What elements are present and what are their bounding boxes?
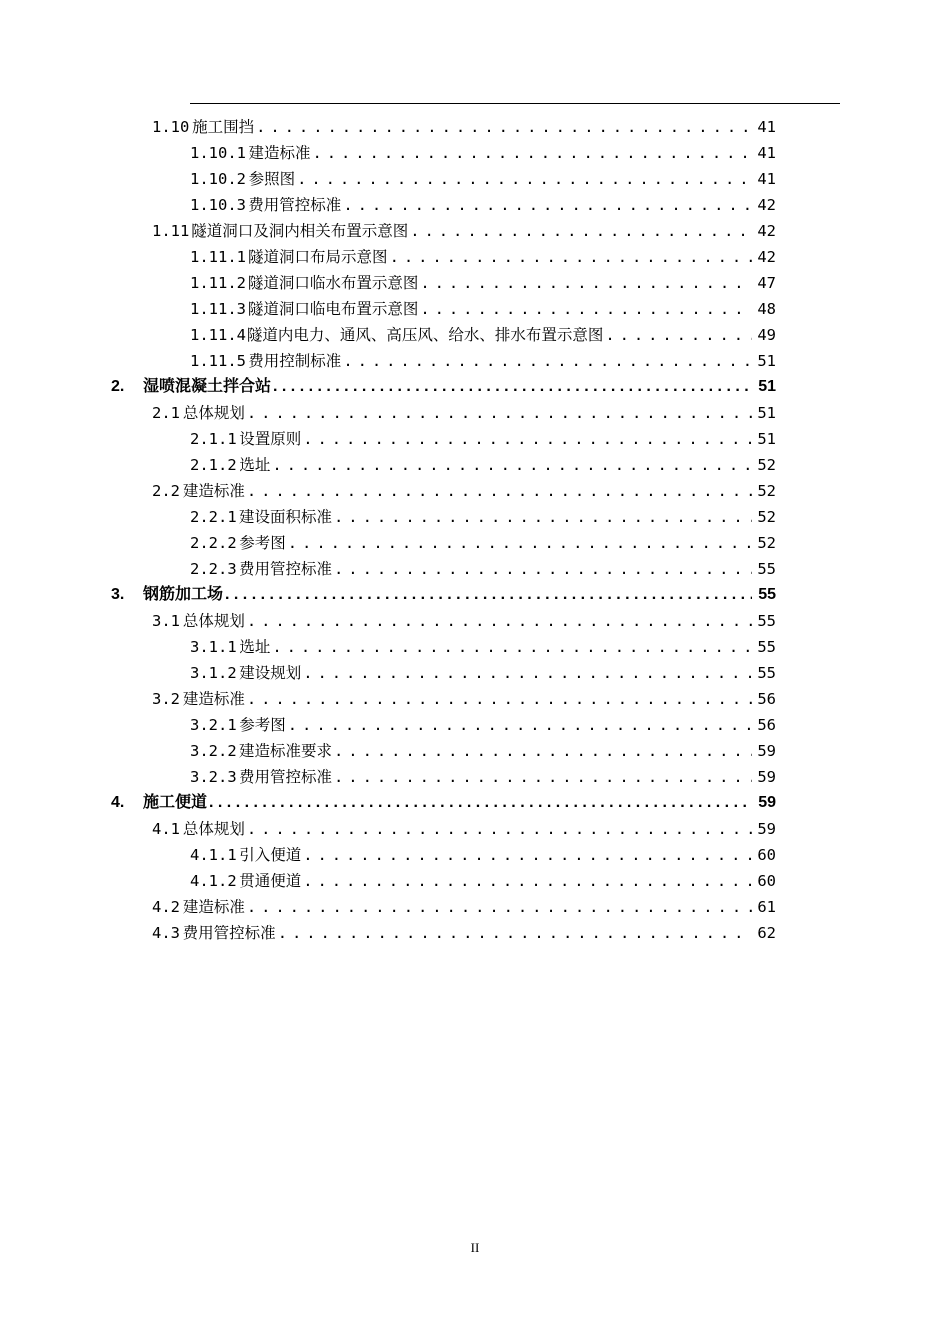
toc-dot-leader: [288, 712, 752, 738]
toc-dot-leader: [343, 192, 752, 218]
toc-dot-leader: [278, 920, 752, 946]
toc-entry[interactable]: [190, 166, 776, 192]
toc-entry-title: 建设面积标准: [239, 508, 333, 526]
page-number: II: [470, 1240, 480, 1255]
toc-entry[interactable]: [190, 842, 776, 868]
toc-entry-title: 总体规划: [182, 612, 245, 630]
toc-dot-leader: [247, 478, 752, 504]
toc-entry[interactable]: [190, 296, 776, 322]
toc-entry[interactable]: [190, 530, 776, 556]
toc-entry-page: 55: [757, 560, 776, 578]
toc-dot-leader: [605, 322, 752, 348]
toc-entry[interactable]: [190, 348, 776, 374]
toc-entry-page: 48: [757, 300, 776, 318]
toc-entry-page: 56: [757, 716, 776, 734]
toc-entry-title: 建造标准: [182, 898, 245, 916]
toc-entry-page: 60: [757, 846, 776, 864]
toc-entry[interactable]: [152, 114, 776, 140]
toc-entry-page: 59: [757, 820, 776, 838]
toc-dot-leader: [390, 244, 752, 270]
toc-entry-number: 2.2: [152, 482, 180, 500]
toc-entry-number: 3.2.3: [190, 768, 237, 786]
toc-entry-title: 隧道洞口临电布置示意图: [247, 300, 419, 318]
toc-dot-leader: [247, 400, 752, 426]
toc-entry-page: 49: [757, 326, 776, 344]
toc-dot-leader: [247, 686, 752, 712]
toc-entry-number: 2.2.2: [190, 534, 237, 552]
toc-entry-title: 隧道洞口布局示意图: [248, 248, 388, 266]
toc-entry[interactable]: [190, 192, 776, 218]
toc-dot-leader: [303, 868, 752, 894]
toc-entry[interactable]: [111, 374, 776, 400]
toc-entry-number: 1.11: [152, 222, 190, 240]
toc-entry-page: 51: [757, 404, 776, 422]
toc-entry[interactable]: [190, 504, 776, 530]
toc-dot-leader: [297, 166, 752, 192]
toc-entry-title: 钢筋加工场: [143, 586, 224, 603]
toc-entry-title: 费用管控标准: [239, 768, 333, 786]
toc-entry-title: 参考图: [239, 716, 286, 734]
toc-entry[interactable]: [190, 452, 776, 478]
toc-entry[interactable]: [152, 686, 776, 712]
toc-entry-title: 隧道内电力、通风、高压风、给水、排水布置示意图: [246, 326, 604, 344]
toc-dot-leader: [334, 556, 752, 582]
toc-entry-number: 3.2.1: [190, 716, 237, 734]
toc-entry[interactable]: [190, 660, 776, 686]
toc-dot-leader: [420, 270, 752, 296]
toc-entry-number: 3.1: [152, 612, 180, 630]
toc-entry[interactable]: [111, 790, 776, 816]
toc-entry[interactable]: [152, 920, 776, 946]
toc-entry-page: 42: [757, 222, 776, 240]
toc-entry-title: 建造标准要求: [239, 742, 333, 760]
toc-entry[interactable]: [190, 244, 776, 270]
toc-entry-title: 引入便道: [239, 846, 302, 864]
toc-entry-number: 1.11.4: [190, 326, 246, 344]
toc-dot-leader: [272, 452, 752, 478]
toc-dot-leader: [247, 894, 752, 920]
toc-entry-page: 62: [757, 924, 776, 942]
toc-entry-page: 42: [757, 248, 776, 266]
toc-entry[interactable]: [152, 218, 776, 244]
toc-entry[interactable]: [111, 582, 776, 608]
toc-entry-number: 1.10.3: [190, 196, 246, 214]
toc-entry-title: 建设规划: [239, 664, 302, 682]
toc-entry-number: 4.: [111, 794, 125, 811]
toc-entry[interactable]: [190, 426, 776, 452]
toc-entry-number: 2.2.3: [190, 560, 237, 578]
toc-entry-number: 3.: [111, 586, 125, 603]
toc-entry-number: 1.11.1: [190, 248, 246, 266]
toc-entry-page: 55: [758, 586, 776, 603]
toc-entry-page: 52: [757, 508, 776, 526]
toc-entry[interactable]: [190, 140, 776, 166]
toc-dot-leader: [209, 790, 752, 816]
toc-dot-leader: [247, 816, 752, 842]
toc-entry[interactable]: [152, 608, 776, 634]
toc-dot-leader: [420, 296, 752, 322]
toc-entry-page: 41: [757, 118, 776, 136]
toc-entry[interactable]: [152, 400, 776, 426]
toc-dot-leader: [273, 374, 752, 400]
toc-entry-title: 费用管控标准: [182, 924, 276, 942]
toc-entry-title: 施工便道: [143, 794, 208, 811]
toc-dot-leader: [288, 530, 752, 556]
toc-entry[interactable]: [190, 270, 776, 296]
toc-entry-title: 建造标准: [248, 144, 311, 162]
toc-entry-page: 52: [757, 456, 776, 474]
toc-dot-leader: [225, 582, 752, 608]
toc-entry[interactable]: [190, 764, 776, 790]
toc-entry-number: 1.10.2: [190, 170, 246, 188]
toc-entry-page: 41: [757, 170, 776, 188]
header-rule: [190, 103, 840, 104]
toc-entry-page: 51: [758, 378, 776, 395]
toc-entry[interactable]: [152, 478, 776, 504]
toc-entry-number: 1.11.2: [190, 274, 246, 292]
toc-dot-leader: [410, 218, 752, 244]
toc-entry-page: 41: [757, 144, 776, 162]
toc-dot-leader: [334, 764, 752, 790]
toc-entry-title: 贯通便道: [239, 872, 302, 890]
toc-entry-number: 2.1.2: [190, 456, 237, 474]
toc-entry-page: 60: [757, 872, 776, 890]
toc-entry-number: 3.2.2: [190, 742, 237, 760]
toc-entry-number: 2.1: [152, 404, 180, 422]
toc-entry-page: 52: [757, 482, 776, 500]
toc-entry-page: 55: [757, 664, 776, 682]
toc-entry-page: 61: [757, 898, 776, 916]
toc-entry-title: 总体规划: [182, 820, 245, 838]
toc-dot-leader: [272, 634, 752, 660]
toc-entry-title: 费用控制标准: [248, 352, 342, 370]
toc-entry[interactable]: [190, 322, 776, 348]
toc-entry-title: 设置原则: [239, 430, 302, 448]
toc-entry-number: 2.: [111, 378, 125, 395]
toc-dot-leader: [313, 140, 753, 166]
toc-entry-title: 选址: [239, 456, 271, 474]
toc-entry-page: 47: [757, 274, 776, 292]
toc-dot-leader: [256, 114, 752, 140]
toc-entry-title: 总体规划: [182, 404, 245, 422]
toc-entry-number: 4.1.1: [190, 846, 237, 864]
toc-entry-number: 4.3: [152, 924, 180, 942]
toc-entry-number: 1.11.3: [190, 300, 246, 318]
toc-entry-page: 59: [758, 794, 776, 811]
toc-entry-title: 施工围挡: [192, 118, 255, 136]
toc-entry-title: 参照图: [248, 170, 296, 188]
toc-entry-page: 51: [757, 430, 776, 448]
toc-entry-title: 费用管控标准: [248, 196, 342, 214]
toc-entry-title: 费用管控标准: [239, 560, 333, 578]
toc-entry-page: 59: [757, 742, 776, 760]
toc-entry-title: 建造标准: [182, 690, 245, 708]
toc-entry[interactable]: [190, 738, 776, 764]
toc-entry-title: 建造标准: [182, 482, 245, 500]
toc-dot-leader: [343, 348, 752, 374]
toc-entry-page: 51: [757, 352, 776, 370]
toc-dot-leader: [303, 660, 752, 686]
toc-entry[interactable]: [152, 894, 776, 920]
toc-entry-number: 1.10.1: [190, 144, 246, 162]
toc-entry-title: 选址: [239, 638, 271, 656]
toc-entry-page: 55: [757, 612, 776, 630]
toc-entry-page: 52: [757, 534, 776, 552]
toc-entry-number: 4.2: [152, 898, 180, 916]
toc-entry-number: 2.1.1: [190, 430, 237, 448]
toc-entry-number: 1.11.5: [190, 352, 246, 370]
toc-dot-leader: [247, 608, 752, 634]
toc-entry-page: 42: [757, 196, 776, 214]
toc-entry-page: 55: [757, 638, 776, 656]
toc-dot-leader: [303, 842, 752, 868]
toc-entry-number: 4.1: [152, 820, 180, 838]
toc-entry-number: 2.2.1: [190, 508, 237, 526]
toc-entry-number: 1.10: [152, 118, 190, 136]
toc-dot-leader: [334, 504, 752, 530]
toc-entry-number: 3.1.1: [190, 638, 237, 656]
toc-entry-number: 4.1.2: [190, 872, 237, 890]
toc-dot-leader: [303, 426, 752, 452]
toc-entry-number: 3.1.2: [190, 664, 237, 682]
toc-entry-title: 湿喷混凝土拌合站: [143, 378, 272, 395]
toc-entry[interactable]: [190, 868, 776, 894]
toc-entry-page: 56: [757, 690, 776, 708]
toc-entry-title: 隧道洞口及洞内相关布置示意图: [191, 222, 409, 240]
toc-entry-page: 59: [757, 768, 776, 786]
toc-entry-number: 3.2: [152, 690, 180, 708]
toc-entry[interactable]: [190, 712, 776, 738]
toc-entry[interactable]: [190, 556, 776, 582]
toc-entry[interactable]: [190, 634, 776, 660]
toc-entry-title: 参考图: [239, 534, 286, 552]
toc-entry[interactable]: [152, 816, 776, 842]
toc-dot-leader: [334, 738, 752, 764]
toc-entry-title: 隧道洞口临水布置示意图: [247, 274, 419, 292]
